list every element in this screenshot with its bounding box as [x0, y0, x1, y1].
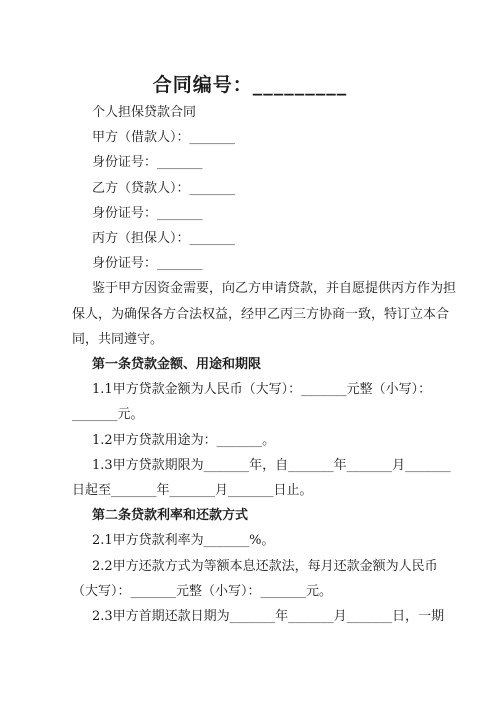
- clause-1-1-line-1: 1.1甲方贷款金额为人民币（大写）：_______元整（小写）：: [92, 382, 432, 398]
- clause-1-3-line-1: 1.3甲方贷款期限为_______年，自_______年_______月_______: [92, 457, 451, 473]
- contract-number-title: 合同编号：_________: [152, 74, 348, 96]
- clause-1-3-line-2: 日起至_______年_______月_______日止。: [72, 483, 313, 499]
- preamble-line-2: 保人，为确保各方合法权益，经甲乙丙三方协商一致，特订立本合: [72, 306, 450, 322]
- clause-1-1-line-2: _______元。: [72, 407, 144, 423]
- article-1-heading: 第一条贷款金额、用途和期限: [92, 357, 262, 373]
- party-c-line: 丙方（担保人）：_______: [92, 231, 236, 247]
- party-c-id-line: 身份证号：_______: [92, 256, 203, 272]
- clause-2-1: 2.1甲方贷款利率为_______%。: [92, 533, 275, 549]
- clause-2-3-line-1: 2.3甲方首期还款日期为_______年_______月_______日，一期: [92, 609, 445, 625]
- party-b-id-line: 身份证号：_______: [92, 205, 203, 221]
- preamble-line-1: 鉴于甲方因资金需要，向乙方申请贷款，并自愿提供丙方作为担: [92, 281, 457, 297]
- contract-body: [72, 100, 457, 629]
- contract-name: 个人担保贷款合同: [92, 105, 197, 120]
- article-2-heading: 第二条贷款利率和还款方式: [92, 508, 249, 524]
- party-a-line: 甲方（借款人）：_______: [92, 130, 236, 146]
- clause-1-2: 1.2甲方贷款用途为：_______。: [92, 432, 276, 448]
- clause-2-2-line-2: （大写）：_______元整（小写）：_______元。: [72, 583, 333, 599]
- preamble-line-3: 同，共同遵守。: [72, 331, 164, 347]
- party-b-line: 乙方（贷款人）：_______: [92, 180, 236, 196]
- clause-2-2-line-1: 2.2甲方还款方式为等额本息还款法，每月还款金额为人民币: [92, 558, 438, 574]
- party-a-id-line: 身份证号：_______: [92, 155, 203, 171]
